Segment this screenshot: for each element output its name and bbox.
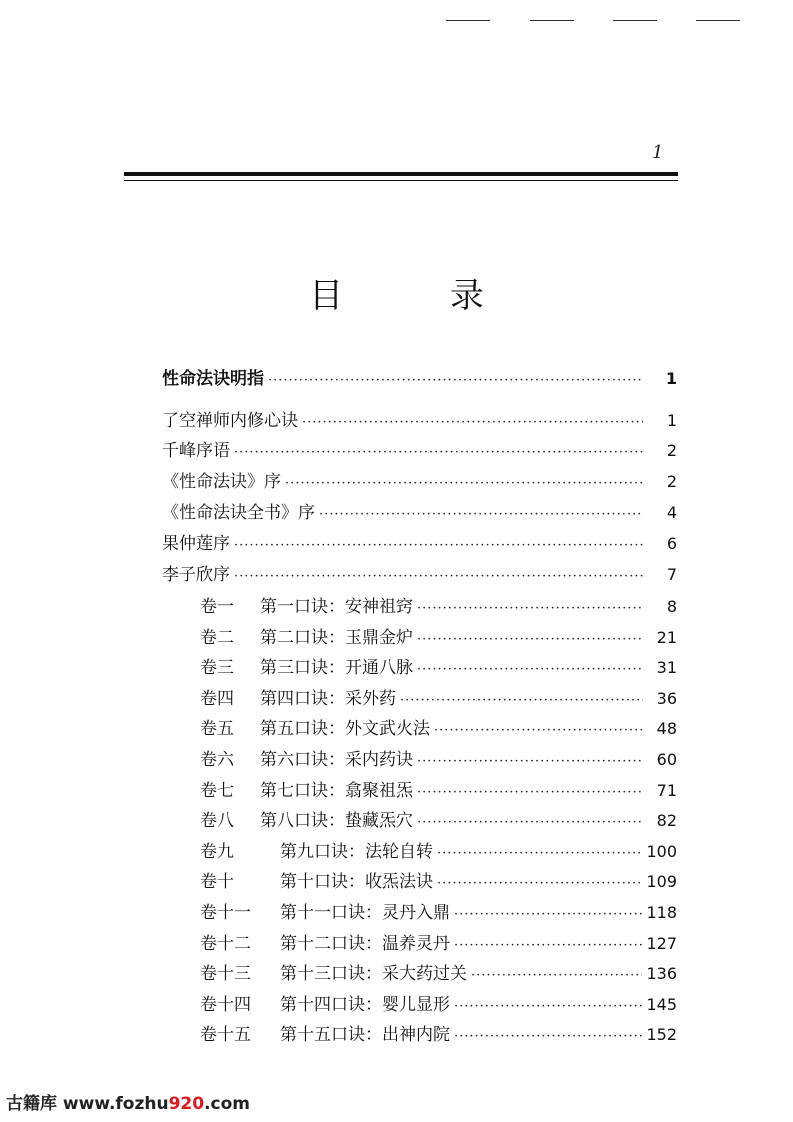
toc-entry-page: 6 — [666, 534, 677, 553]
toc-chapter-page: 48 — [656, 719, 677, 739]
toc-chapter-page: 145 — [646, 994, 677, 1014]
toc-entry — [162, 560, 677, 584]
toc-chapter-volume: 卷六 — [200, 750, 234, 770]
toc-leader-dots — [417, 632, 643, 647]
toc-leader-dots — [319, 507, 643, 522]
toc-chapter-label: 第十三口诀：采大药过关 — [280, 964, 467, 985]
header-rule-thick — [124, 172, 678, 176]
toc-chapter-label: 第三口诀：开通八脉 — [260, 658, 413, 679]
toc-chapter-label: 第九口诀：法轮自转 — [280, 841, 433, 862]
header-rule-thin — [124, 180, 678, 181]
toc-leader-dots — [454, 999, 642, 1014]
toc-chapter-entry — [200, 776, 677, 800]
toc-entry-label: 性命法诀明指 — [162, 369, 264, 389]
toc-chapter-entry — [200, 684, 677, 708]
toc-entry-label: 了空禅师内修心诀 — [162, 411, 298, 431]
toc-leader-dots — [400, 693, 643, 708]
toc-chapter-label: 第十五口诀：出神内院 — [280, 1025, 450, 1046]
toc-chapter-entry — [200, 959, 677, 983]
toc-leader-dots — [417, 785, 643, 800]
toc-chapter-label: 第四口诀：采外药 — [260, 688, 396, 709]
toc-chapter-entry — [200, 714, 677, 738]
toc-chapter-label: 第八口诀：蛰藏炁穴 — [260, 811, 413, 832]
toc-chapter-volume: 卷四 — [200, 688, 234, 709]
toc-entry-page: 2 — [666, 472, 677, 491]
toc-entry — [162, 498, 677, 522]
toc-chapter-page: 60 — [656, 750, 677, 769]
toc-chapter-entry — [200, 745, 677, 769]
toc-chapter-entry — [200, 592, 677, 616]
toc-chapter-entry — [200, 1020, 677, 1044]
toc-entry — [162, 467, 677, 491]
footer-watermark — [6, 1089, 250, 1114]
page-title: 目 录 — [309, 276, 532, 316]
toc-leader-dots — [454, 907, 642, 922]
footer-site-name: 古籍库 — [6, 1094, 57, 1114]
top-dash-2 — [530, 20, 574, 21]
toc-entry-page: 1 — [666, 411, 677, 430]
toc-entry — [162, 406, 677, 430]
toc-entry — [162, 364, 677, 388]
toc-chapter-volume: 卷五 — [200, 719, 234, 740]
toc-chapter-volume: 卷二 — [200, 627, 234, 648]
toc-chapter-volume: 卷十三 — [200, 964, 251, 985]
toc-chapter-volume: 卷十四 — [200, 994, 251, 1015]
toc-leader-dots — [471, 968, 642, 983]
toc-entry-page: 4 — [666, 503, 677, 522]
toc-chapter-page: 127 — [646, 933, 677, 953]
toc-chapter-label: 第六口诀：采内药诀 — [260, 750, 413, 770]
toc-chapter-entry — [200, 623, 677, 647]
footer-url-suffix: .com — [204, 1094, 251, 1114]
toc-chapter-page: 109 — [646, 872, 677, 892]
toc-leader-dots — [454, 1029, 642, 1044]
toc-entry-page: 7 — [666, 565, 677, 584]
toc-chapter-page: 31 — [656, 658, 677, 678]
toc-chapter-volume: 卷三 — [200, 658, 234, 679]
toc-chapter-page: 152 — [646, 1025, 677, 1045]
toc-chapter-entry — [200, 867, 677, 891]
toc-chapter-label: 第十一口诀：灵丹入鼎 — [280, 903, 450, 923]
top-dash-1 — [446, 20, 490, 21]
toc-chapter-entry — [200, 990, 677, 1014]
toc-chapter-entry — [200, 929, 677, 953]
toc-chapter-entry — [200, 837, 677, 861]
toc-chapter-volume: 卷九 — [200, 841, 234, 862]
footer-url-accent: 920 — [168, 1094, 205, 1114]
toc-chapter-volume: 卷八 — [200, 811, 234, 832]
toc-entry-label: 《性命法诀》序 — [162, 472, 281, 492]
toc-chapter-entry — [200, 653, 677, 677]
toc-chapter-label: 第七口诀：翕聚祖炁 — [260, 780, 413, 801]
toc-entry-label: 果仲莲序 — [162, 534, 230, 554]
toc-leader-dots — [417, 815, 643, 830]
toc-leader-dots — [417, 754, 643, 769]
toc-entry-label: 李子欣序 — [162, 565, 230, 585]
toc-entry — [162, 529, 677, 553]
toc-chapter-page: 118 — [646, 903, 677, 922]
toc-leader-dots — [417, 601, 643, 616]
toc-leader-dots — [437, 846, 642, 861]
toc-leader-dots — [234, 569, 643, 584]
toc-leader-dots — [434, 723, 643, 738]
toc-entry-page: 2 — [666, 441, 677, 460]
toc-leader-dots — [285, 476, 643, 491]
toc-chapter-volume: 卷一 — [200, 597, 234, 617]
toc-chapter-label: 第十口诀：收炁法诀 — [280, 872, 433, 893]
toc-leader-dots — [234, 538, 643, 553]
toc-chapter-page: 136 — [646, 964, 677, 984]
toc-chapter-page: 36 — [656, 688, 677, 708]
toc-chapter-label: 第一口诀：安神祖窍 — [260, 597, 413, 617]
toc-chapter-page: 100 — [646, 841, 677, 861]
toc-chapter-page: 21 — [656, 627, 677, 647]
toc-entry-label: 千峰序语 — [162, 441, 230, 461]
toc-leader-dots — [437, 876, 642, 891]
toc-chapter-page: 82 — [656, 811, 677, 831]
toc-chapter-volume: 卷十 — [200, 872, 234, 893]
top-dash-4 — [696, 20, 740, 21]
toc-leader-dots — [417, 662, 643, 677]
toc-chapter-volume: 卷十二 — [200, 933, 251, 954]
toc-chapter-volume: 卷十一 — [200, 903, 251, 923]
toc-chapter-volume: 卷七 — [200, 780, 234, 801]
toc-entry-page: 1 — [665, 369, 677, 388]
footer-url-prefix: www.fozhu — [62, 1094, 169, 1114]
toc-chapter-entry — [200, 898, 677, 922]
toc-chapter-label: 第十四口诀：婴儿显形 — [280, 994, 450, 1015]
toc-entry — [162, 436, 677, 460]
toc-chapter-page: 71 — [656, 780, 677, 800]
page-number: 1 — [652, 142, 664, 163]
toc-entry-label: 《性命法诀全书》序 — [162, 503, 315, 523]
toc-chapter-label: 第二口诀：玉鼎金炉 — [260, 627, 413, 648]
toc-leader-dots — [302, 415, 643, 430]
toc-chapter-label: 第十二口诀：温养灵丹 — [280, 933, 450, 954]
toc-chapter-label: 第五口诀：外文武火法 — [260, 719, 430, 740]
toc-chapter-page: 8 — [666, 597, 677, 616]
toc-leader-dots — [268, 373, 643, 388]
top-dash-3 — [613, 20, 657, 21]
toc-leader-dots — [454, 938, 642, 953]
toc-leader-dots — [234, 445, 643, 460]
toc-chapter-volume: 卷十五 — [200, 1025, 251, 1046]
toc-chapter-entry — [200, 806, 677, 830]
